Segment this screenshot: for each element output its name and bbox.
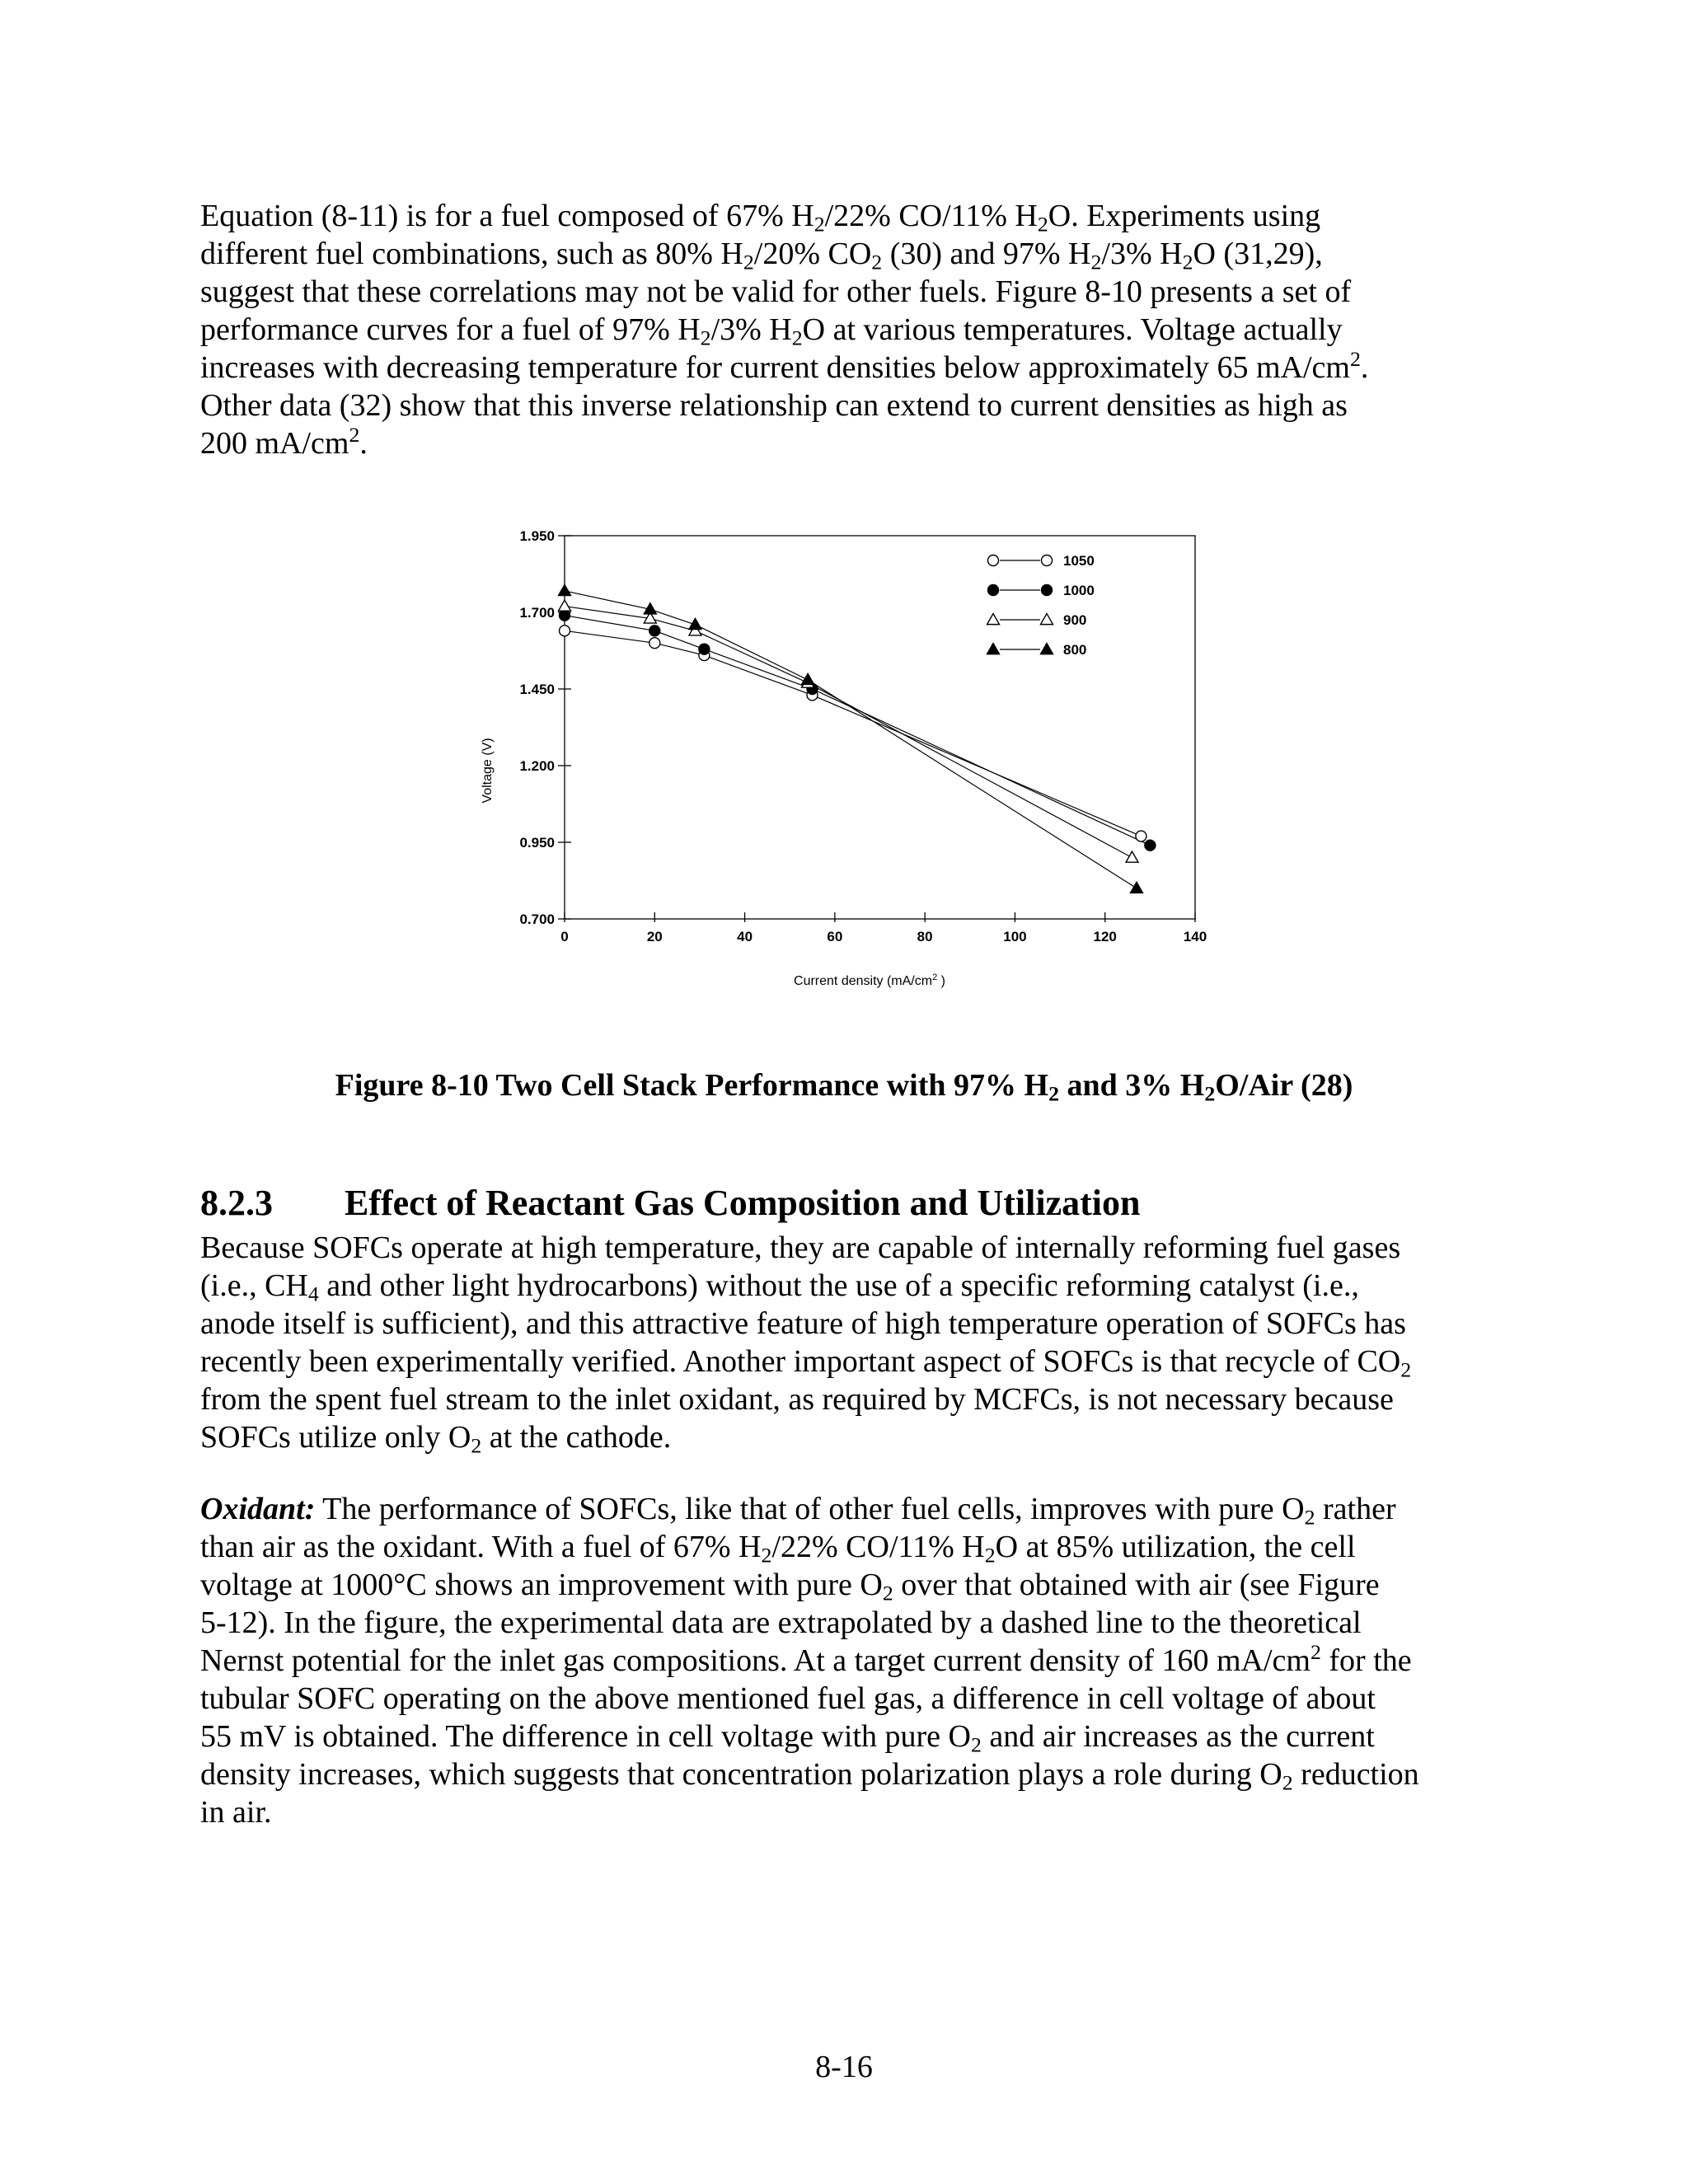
legend-label-1050: 1050 [1063, 553, 1095, 569]
series-line-1050 [565, 630, 1141, 836]
data-point-1050 [1136, 831, 1146, 841]
section-heading [200, 1181, 1141, 1226]
legend-marker-1000 [988, 585, 999, 596]
y-tick-label: 1.450 [519, 682, 555, 697]
chart-svg [462, 523, 1220, 1010]
y-tick-label: 1.200 [519, 758, 555, 774]
legend-marker-1000 [1042, 585, 1053, 596]
section-intro-paragraph: Because SOFCs operate at high temperature, they are capable of internally reforming fuel gases (i.e., $CH_4$ and other light hydrocarbons) without the use of a specific reforming catalyst (i.e., anode itself is sufficient), and this attractive feature of high temperature operation of SOFCs has recently been experimentally verified. Another important aspect of SOFCs is that recycle of $CO_2$ from the spent fuel stream to the inlet oxidant, as required by MCFCs, is not necessary because SOFCs utilize only $O_2$ at the cathode. [200, 1230, 1412, 1458]
intro-paragraph: Equation (8-11) is for a fuel composed of 67% $H_2/22\%$ CO/11% $H_2O$. Experiments using different fuel combinations, such as 80% $H_2/20\%$ $CO_2$ (30) and 97% $H_2/3\%$ $H_2O$ (31,29), suggest that these correlations may not be valid for other fuels. Figure 8-10 presents a set of performance curves for a fuel of 97% $H_2/3\%$ $H_2O$ at various temperatures. Voltage actually increases with decreasing temperature for current densities below approximately 65 $mA/cm^2$. Other data (32) show that this inverse relationship can extend to current densities as high as 200 $mA/cm^2$. [200, 199, 1369, 461]
oxidant-label: Oxidant: [200, 1492, 316, 1526]
legend-label-800: 800 [1063, 642, 1087, 658]
x-tick-label: 140 [1183, 929, 1207, 944]
y-tick-label: 1.700 [519, 605, 555, 621]
data-point-1000 [1145, 840, 1156, 851]
x-axis-label: Current density ($mA/cm^2$ ) [794, 972, 945, 988]
chart-axes [519, 528, 1207, 944]
data-point-1000 [699, 644, 710, 654]
x-tick-label: 100 [1003, 929, 1027, 944]
data-point-900 [1126, 851, 1138, 862]
data-point-800 [559, 584, 571, 595]
legend-marker-900 [1041, 614, 1053, 625]
data-point-1000 [560, 610, 570, 621]
legend-label-900: 900 [1063, 612, 1087, 628]
series-line-800 [565, 591, 1137, 888]
y-tick-label: 1.950 [519, 528, 555, 544]
data-point-800 [689, 618, 701, 629]
legend-marker-800 [987, 644, 1000, 654]
plot-frame [565, 536, 1195, 919]
data-point-800 [802, 673, 814, 684]
figure-8-10-chart [462, 523, 1220, 1010]
x-tick-label: 120 [1093, 929, 1117, 944]
y-axis-label: Voltage (V) [481, 738, 495, 804]
section-number: 8.2.3 [200, 1183, 273, 1223]
data-point-1000 [649, 626, 660, 636]
x-tick-label: 40 [737, 929, 753, 944]
x-tick-label: 60 [827, 929, 843, 944]
data-point-1050 [649, 638, 660, 649]
oxidant-paragraph: Oxidant: The performance of SOFCs, like that of other fuel cells, improves with pure $O_2$ rather than air as the oxidant. With a fuel of 67% $H_2/22\%$ CO/11% $H_2O$ at 85% utilization, the cell voltage at 1000°C shows an improvement with pure $O_2$ over that obtained with air (see Figure 5-12). In the figure, the experimental data are extrapolated by a dashed line to the theoretical Nernst potential for the inlet gas compositions. At a target current density of 160 $mA/cm^2$ for the tubular SOFC operating on the above mentioned fuel gas, a difference in cell voltage of about 55 mV is obtained. The difference in cell voltage with pure $O_2$ and air increases as the current density increases, which suggests that concentration polarization plays a role during $O_2$ reduction in air. [200, 1492, 1419, 1830]
section-title: Effect of Reactant Gas Composition and Utilization [345, 1183, 1141, 1223]
data-point-1050 [560, 626, 570, 636]
page-number: 8-16 [815, 2050, 873, 2084]
data-point-900 [559, 600, 571, 611]
legend-label-1000: 1000 [1063, 583, 1095, 598]
x-tick-label: 80 [917, 929, 933, 944]
legend-marker-800 [1041, 644, 1053, 654]
x-tick-label: 20 [646, 929, 663, 944]
figure-caption: Figure 8-10 Two Cell Stack Performance with 97% $H_2$ and 3% $H_2O$/Air (28) [335, 1068, 1353, 1106]
y-tick-label: 0.950 [519, 835, 555, 851]
x-tick-label: 0 [560, 929, 569, 944]
data-point-800 [1130, 882, 1142, 893]
legend-marker-1050 [988, 555, 999, 566]
chart-legend [987, 553, 1095, 658]
legend-marker-900 [987, 614, 1000, 625]
series-line-1000 [565, 616, 1150, 846]
chart-series-markers [559, 584, 1156, 893]
legend-marker-1050 [1042, 555, 1053, 566]
y-tick-label: 0.700 [519, 912, 555, 927]
